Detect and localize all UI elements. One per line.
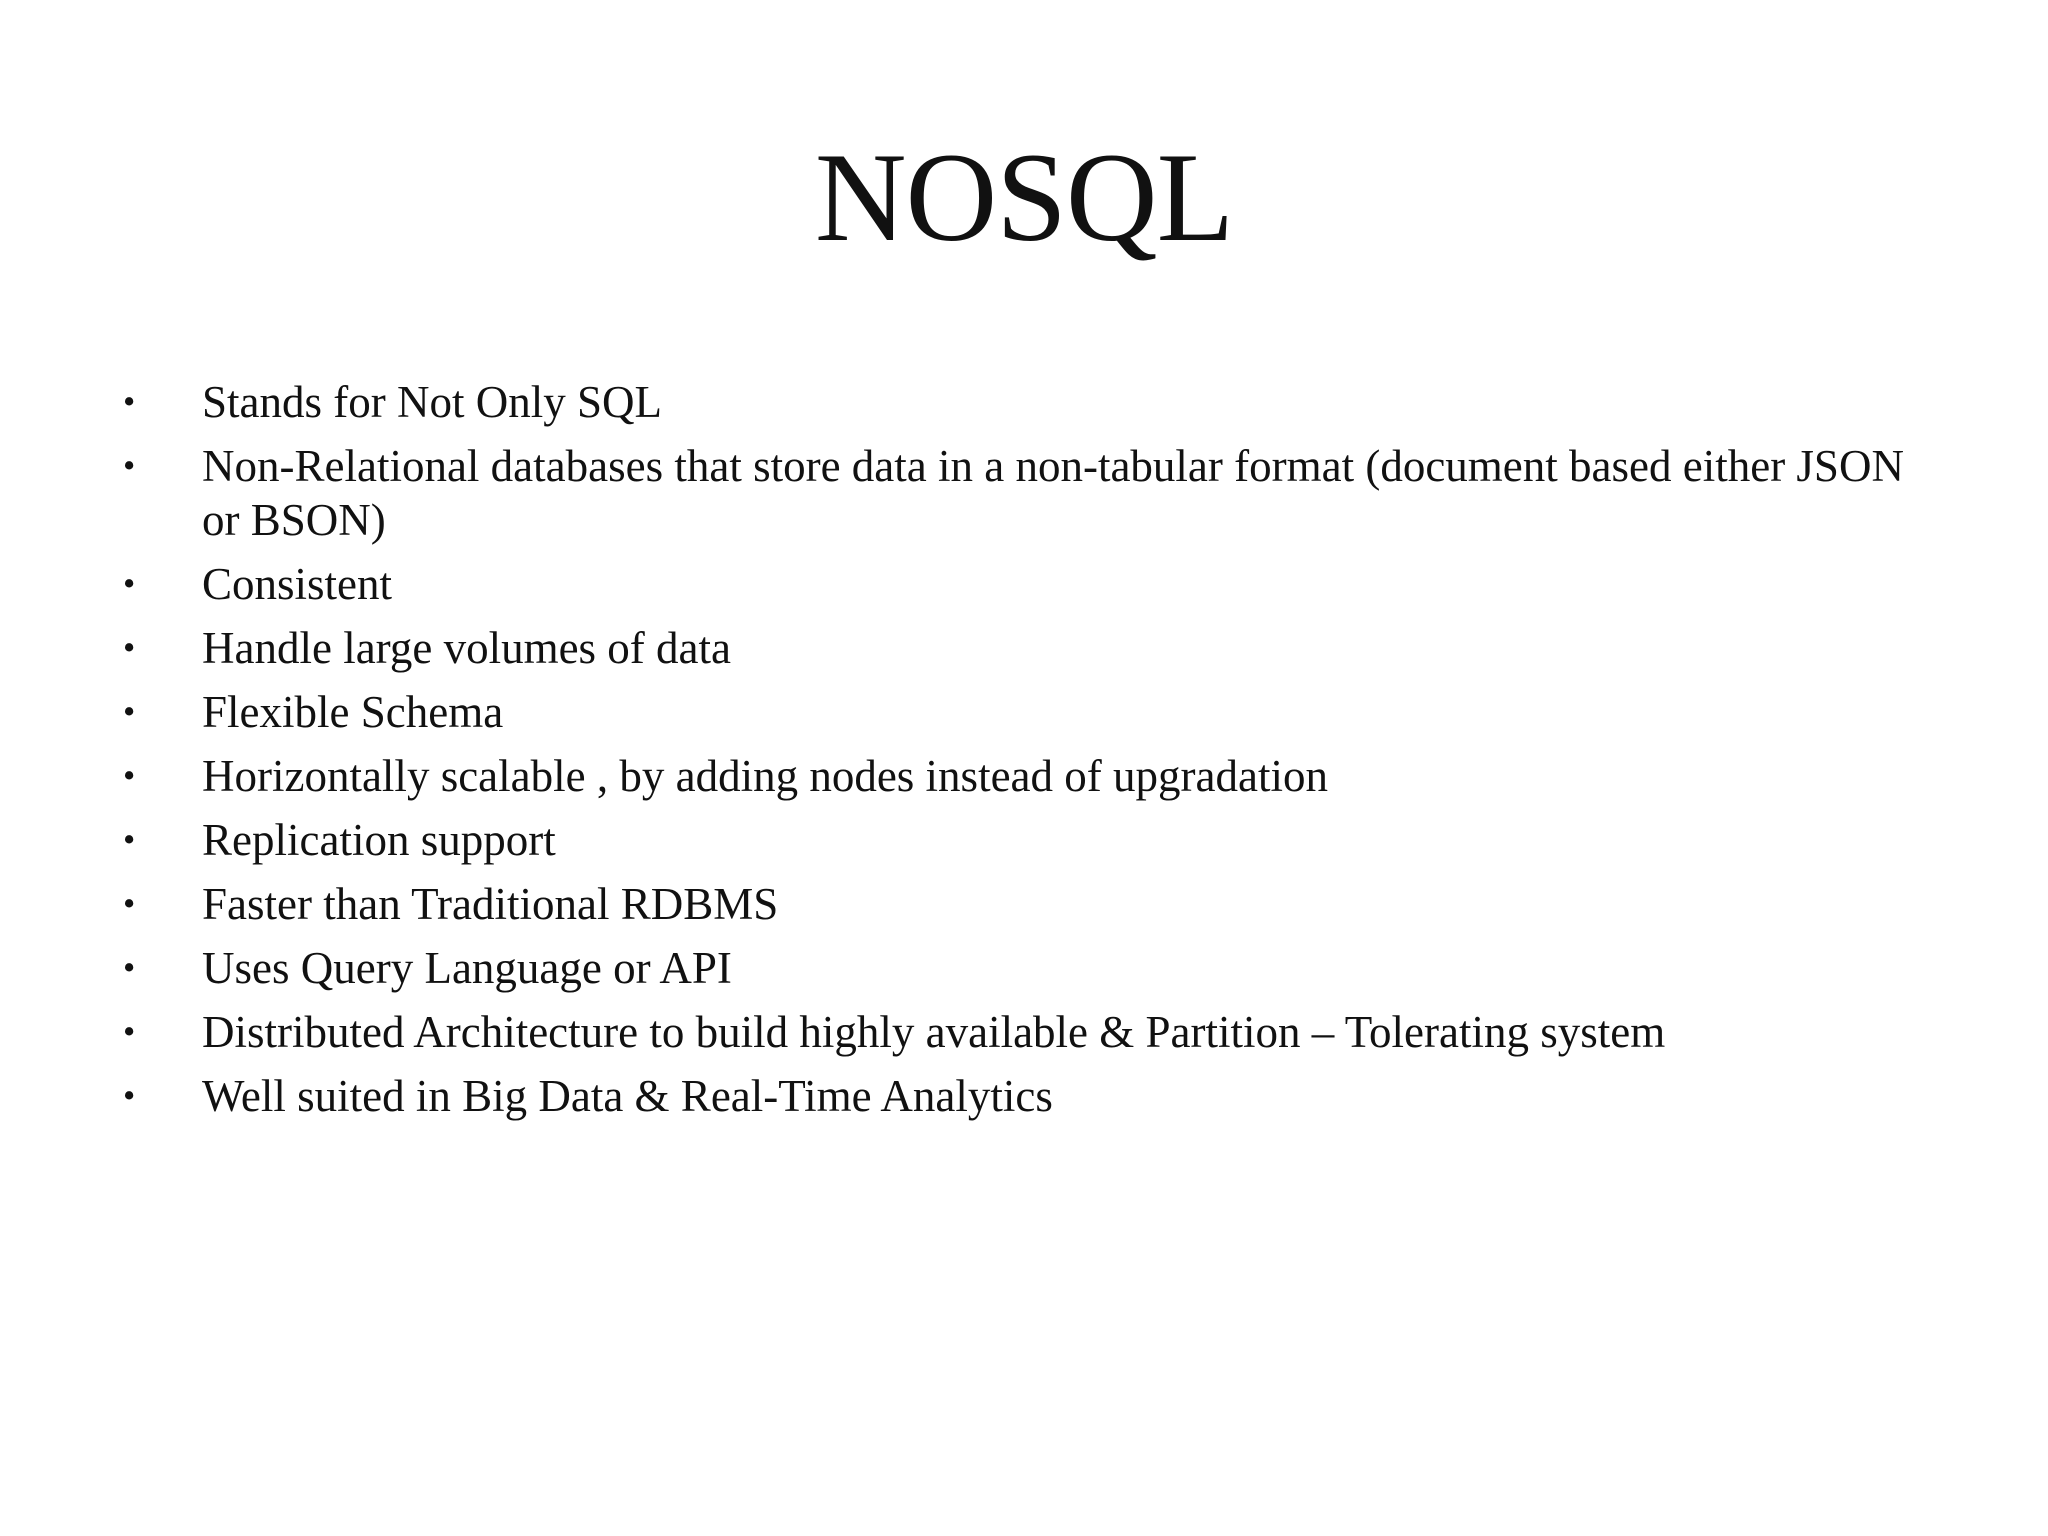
bullet-icon: • (123, 884, 136, 923)
list-item (120, 1069, 1950, 1123)
bullet-icon: • (123, 948, 136, 987)
list-item (120, 685, 1950, 739)
bullet-icon: • (123, 628, 136, 667)
slide-title: NOSQL (814, 128, 1234, 268)
bullet-text: Flexible Schema (202, 687, 504, 737)
list-item (120, 1005, 1950, 1059)
list-item (120, 439, 1950, 547)
list-item (120, 941, 1950, 995)
list-item (120, 557, 1950, 611)
bullet-text: Stands for Not Only SQL (202, 377, 662, 427)
list-item (120, 813, 1950, 867)
bullet-text: Uses Query Language or API (202, 943, 732, 993)
bullet-icon: • (123, 1076, 136, 1115)
bullet-text: Non-Relational databases that store data in a non-tabular format (document based either JSON or BSON) (202, 441, 1904, 545)
bullet-icon: • (123, 692, 136, 731)
bullet-icon: • (123, 382, 136, 421)
bullet-icon: • (123, 446, 136, 485)
bullet-text: Distributed Architecture to build highly available & Partition – Tolerating system (202, 1007, 1666, 1057)
list-item (120, 749, 1950, 803)
bullet-icon: • (123, 820, 136, 859)
bullet-text: Faster than Traditional RDBMS (202, 879, 779, 929)
bullet-text: Well suited in Big Data & Real-Time Analytics (202, 1071, 1053, 1121)
bullet-text: Handle large volumes of data (202, 623, 731, 673)
bullet-text: Horizontally scalable , by adding nodes instead of upgradation (202, 751, 1328, 801)
bullet-text: Consistent (202, 559, 393, 609)
bullet-icon: • (123, 564, 136, 603)
list-item (120, 375, 1950, 429)
bullet-list (120, 375, 1950, 1133)
bullet-icon: • (123, 1012, 136, 1051)
bullet-icon: • (123, 756, 136, 795)
list-item (120, 877, 1950, 931)
bullet-text: Replication support (202, 815, 556, 865)
list-item (120, 621, 1950, 675)
